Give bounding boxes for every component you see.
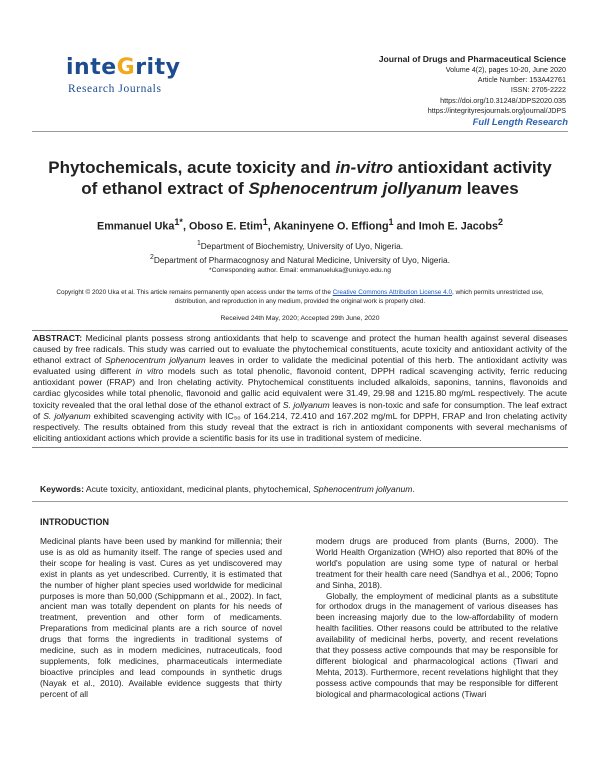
paragraph: Globally, the employment of medicinal plants as a substitute for orthodox drugs in the management of various diseases has been increasing majorly due to the low-affordability of modern health facilities. Other reasons could be attributed to the relative availability of medicinal herbs, poverty, and recent revelations that they possess active compounds that may be responsible for different biological and pharmacological actions (Tiwari and Mehta, 2013). Furthermore, recent revelations highlight that they possess active compounds that may be responsible for different biological and pharmacological actions (Tiwari <box>316 590 558 699</box>
copyright-notice: Copyright © 2020 Uka et al. This article remains permanently open access under the terms of the Creative Commons Attribution License 4.0, which permits unrestricted use, distribution, and reproduction in any medium, provided the original work is properly cited. <box>56 289 544 306</box>
affiliations <box>30 238 570 267</box>
article-type: Full Length Research <box>472 116 568 127</box>
author-list: Emmanuel Uka$^{1*}$, Oboso E. Etim$^1$, Akaninyene O. Effiong$^1$ and Imoh E. Jacobs$^2$ <box>97 217 503 233</box>
author: Akaninyene O. Effiong <box>273 220 389 233</box>
keywords-divider <box>32 501 568 502</box>
license-link[interactable]: Creative Commons Attribution License 4.0 <box>332 289 453 296</box>
paper-title: Phytochemicals, acute toxicity and in-vitro antioxidant activity of ethanol extract of Sphenocentrum jollyanum leaves <box>48 158 552 198</box>
logo-subtitle: Research Journals <box>68 83 162 95</box>
keywords: Keywords: Acute toxicity, antioxidant, medicinal plants, phytochemical, Sphenocentrum jollyanum. <box>40 484 415 494</box>
corresponding-author: *Corresponding author. Email: emmanueluka@uniuyo.edu.ng <box>209 267 391 274</box>
abstract-box <box>32 330 568 448</box>
header-divider <box>32 131 568 132</box>
paragraph: modern drugs are produced from plants (Burns, 2000). The World Health Organization (WHO) also reported that 80% of the world's population are using some type of natural or herbal treatment for their health care need (Sandhya et al., 2006; Topno and Sinha, 2018). <box>316 536 558 590</box>
affiliation: $^1$Department of Biochemistry, University of Uyo, Nigeria. <box>196 240 404 251</box>
body-column-left <box>40 536 282 700</box>
author: Emmanuel Uka <box>97 220 175 233</box>
section-title-introduction: INTRODUCTION <box>40 517 109 527</box>
doi-link[interactable]: https://doi.org/10.31248/JDPS2020.035 <box>440 95 566 105</box>
issn: ISSN: 2705-2222 <box>510 85 566 95</box>
body-column-right <box>316 536 558 700</box>
article-number: Article Number: 153A42761 <box>477 75 566 85</box>
journal-url-link[interactable]: https://integrityresjournals.org/journal/JDPS <box>427 105 566 115</box>
author: Imoh E. Jacobs <box>418 220 498 233</box>
abstract: ABSTRACT: Medicinal plants possess strong antioxidants that help to scavenge and protect the human health against several diseases caused by free radicals. This study was carried out to evaluate the phytochemical constituents, acute toxicity and antioxidant activity of the ethanol extract of Sphenocentrum jollyanum leaves in order to validate the medicinal potential of this herb. The antioxidant activity was evaluated using different in vitro models such as total phenolic, flavonoid content, DPPH radical scavenging activity, ferric reducing antioxidant power (FRAP) and Iron chelating activity. Phytochemical constituents included alkaloids, saponins, tannins, flavonoids and cardiac glycosides while total phenolic, flavonoid and gallic acid equivalent were 31.49, 29.98 and 1215.80 mg/mL respectively. The acute toxicity revealed that the oral lethal dose of the ethanol extract of S. jollyanum leaves is non-toxic and safe for consumption. The leaf extract of S. jollyanum exhibited scavenging activity with IC₅₀ of 164.214, 72.410 and 167.202 mg/mL for DPPH, FRAP and Iron chelating activity respectively. The results obtained from this study reveal that the extract is rich in antioxidant components with several mechanisms of eliciting antioxidant actions which provide a scientific basis for its use in traditional system of medicine. <box>33 333 568 443</box>
journal-volume: Volume 4(2), pages 10-20, June 2020 <box>445 65 566 74</box>
author: Oboso E. Etim <box>188 220 263 233</box>
received-dates: Received 24th May, 2020; Accepted 29th June, 2020 <box>220 315 380 322</box>
logo-wordmark: inteGrity <box>66 55 181 80</box>
publisher-logo <box>66 55 181 103</box>
journal-name: Journal of Drugs and Pharmaceutical Science <box>378 54 566 64</box>
paragraph: Medicinal plants have been used by mankind for millennia; their use is as old as humanity itself. The range of species used and their scope for healing is vast. Cures as yet undiscovered may exist in plants as yet undescribed. Currently, it is estimated that the number of higher plant species used worldwide for medicinal purposes is more than 50,000 (Schippmann et al., 2002). In fact, ancient man was totally dependent on plants for his needs of treatment, prevention and other form of medicaments. Preparations from medicinal plants are a rich source of novel drugs that forms the ingredients in traditional systems of medicine, such as in modern medicines, nutraceuticals, food supplements, folk medicines, pharmaceuticals intermediate bioactive principles and lead compounds in synthetic drugs (Nayak et al., 2010). Available evidence suggests that thirty percent of all <box>40 536 282 699</box>
journal-header <box>379 53 566 116</box>
affiliation: $^2$Department of Pharmacognosy and Natural Medicine, University of Uyo, Nigeria. <box>150 254 450 266</box>
